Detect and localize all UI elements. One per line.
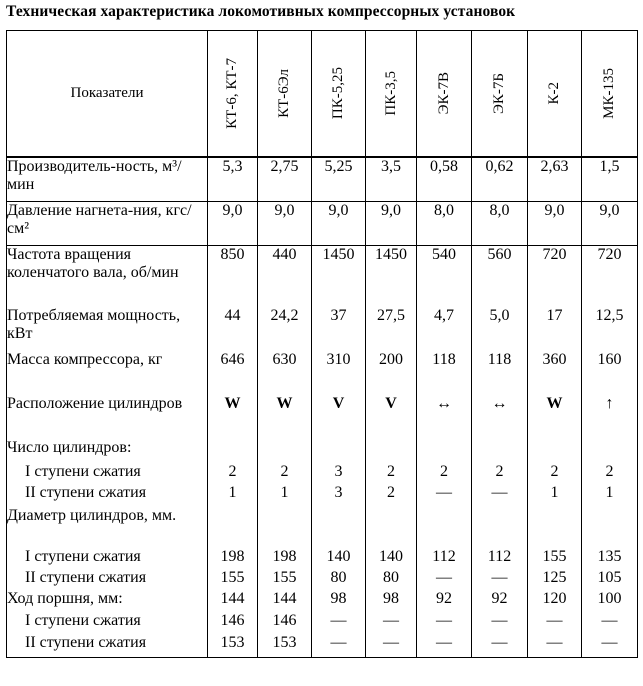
cell-value (312, 439, 366, 463)
cell-value: 850 (208, 245, 258, 307)
cell-value: — (582, 612, 638, 634)
model-name: КТ-6, КТ-7 (224, 58, 240, 129)
cell-value (472, 507, 528, 548)
model-name: КТ-6Эл (276, 69, 292, 118)
row-label: Диаметр цилиндров, мм. (7, 507, 208, 548)
cell-value: 9,0 (582, 201, 638, 245)
header-model-3 (312, 31, 366, 158)
cell-value: — (417, 569, 472, 590)
cell-value: 440 (258, 245, 312, 307)
row-label: II ступени сжатия (7, 634, 208, 657)
cell-value: 2,75 (258, 157, 312, 201)
cell-value: 120 (528, 590, 582, 612)
cell-value: — (472, 634, 528, 657)
model-name: ЭК-7В (435, 72, 452, 115)
cell-value: 160 (582, 351, 638, 395)
cell-value (528, 439, 582, 463)
cell-value: 27,5 (366, 307, 417, 351)
table-row (7, 612, 638, 634)
cell-value: 198 (208, 548, 258, 569)
cell-value: — (366, 634, 417, 657)
cell-value: 3 (312, 463, 366, 484)
cell-value: 153 (208, 634, 258, 657)
cell-value (366, 439, 417, 463)
cell-value: 1 (582, 484, 638, 507)
cell-value: 12,5 (582, 307, 638, 351)
cell-value: 5,0 (472, 307, 528, 351)
cell-value (258, 439, 312, 463)
cell-value: 2,63 (528, 157, 582, 201)
cell-value: 2 (208, 463, 258, 484)
header-model-4 (366, 31, 417, 158)
row-label: Частота вращения коленчатого вала, об/мин (7, 245, 208, 307)
cell-value: ↑ (582, 395, 638, 439)
cell-value: ↔ (472, 395, 528, 439)
cell-value (208, 439, 258, 463)
cell-value: 9,0 (258, 201, 312, 245)
cell-value: 0,62 (472, 157, 528, 201)
cell-value: — (472, 569, 528, 590)
cell-value: 310 (312, 351, 366, 395)
table-row (7, 395, 638, 439)
table-row (7, 439, 638, 463)
table-row (7, 351, 638, 395)
header-row (7, 31, 638, 158)
table-row (7, 548, 638, 569)
cell-value: 720 (582, 245, 638, 307)
cell-value: 144 (258, 590, 312, 612)
model-name: ПК-3,5 (382, 71, 399, 116)
cell-value: 80 (312, 569, 366, 590)
cell-value: 2 (366, 484, 417, 507)
header-model-2 (258, 31, 312, 158)
cell-value: 720 (528, 245, 582, 307)
header-model-1 (208, 31, 258, 158)
table-row (7, 569, 638, 590)
cell-value: 1450 (312, 245, 366, 307)
cell-value: 98 (366, 590, 417, 612)
cell-value (582, 507, 638, 548)
row-label: I ступени сжатия (7, 463, 208, 484)
row-label: Давление нагнета-ния, кгс/см² (7, 201, 208, 245)
cell-value: 155 (258, 569, 312, 590)
header-model-7 (528, 31, 582, 158)
row-label: II ступени сжатия (7, 484, 208, 507)
header-model-8 (582, 31, 638, 158)
cell-value: 8,0 (472, 201, 528, 245)
table-row (7, 245, 638, 307)
model-name: ЭК-7Б (491, 72, 507, 114)
cell-value: 135 (582, 548, 638, 569)
cell-value: 1450 (366, 245, 417, 307)
cell-value: 0,58 (417, 157, 472, 201)
cell-value (528, 507, 582, 548)
cell-value: — (472, 612, 528, 634)
cell-value: — (312, 612, 366, 634)
table-row (7, 307, 638, 351)
model-name: К-2 (546, 82, 562, 105)
cell-value: 560 (472, 245, 528, 307)
cell-value (366, 507, 417, 548)
cell-value: 9,0 (528, 201, 582, 245)
cell-value: 1 (258, 484, 312, 507)
table-row (7, 507, 638, 548)
cell-value: 98 (312, 590, 366, 612)
cell-value: — (417, 484, 472, 507)
cell-value: — (417, 634, 472, 657)
cell-value: W (208, 395, 258, 439)
cell-value: — (472, 484, 528, 507)
cell-value: ↔ (417, 395, 472, 439)
cell-value: 100 (582, 590, 638, 612)
cell-value: 146 (208, 612, 258, 634)
spec-table (6, 30, 638, 658)
cell-value: 2 (582, 463, 638, 484)
cell-value: — (312, 634, 366, 657)
cell-value: 140 (312, 548, 366, 569)
cell-value: W (258, 395, 312, 439)
table-row (7, 634, 638, 657)
cell-value: 5,25 (312, 157, 366, 201)
cell-value: 2 (366, 463, 417, 484)
cell-value: 200 (366, 351, 417, 395)
row-label: Расположение цилиндров (7, 395, 208, 439)
cell-value: 630 (258, 351, 312, 395)
cell-value: 5,3 (208, 157, 258, 201)
cell-value (258, 507, 312, 548)
cell-value: — (528, 634, 582, 657)
cell-value: 646 (208, 351, 258, 395)
table-row (7, 463, 638, 484)
cell-value: 118 (417, 351, 472, 395)
row-label: Потребляемая мощность, кВт (7, 307, 208, 351)
cell-value: V (366, 395, 417, 439)
table-row (7, 590, 638, 612)
cell-value: 140 (366, 548, 417, 569)
cell-value: 112 (417, 548, 472, 569)
cell-value: 153 (258, 634, 312, 657)
model-name: ПК-5,25 (330, 67, 346, 120)
cell-value: 155 (528, 548, 582, 569)
table-row (7, 157, 638, 201)
cell-value (208, 507, 258, 548)
cell-value: 1 (528, 484, 582, 507)
cell-value: 144 (208, 590, 258, 612)
cell-value: 1,5 (582, 157, 638, 201)
cell-value: 112 (472, 548, 528, 569)
cell-value: — (366, 612, 417, 634)
cell-value: 1 (208, 484, 258, 507)
cell-value: 105 (582, 569, 638, 590)
cell-value: 118 (472, 351, 528, 395)
cell-value: W (528, 395, 582, 439)
row-label: I ступени сжатия (7, 548, 208, 569)
cell-value: 3 (312, 484, 366, 507)
cell-value (312, 507, 366, 548)
cell-value: 198 (258, 548, 312, 569)
row-label: Ход поршня, мм: (7, 590, 208, 612)
cell-value (472, 439, 528, 463)
row-label: I ступени сжатия (7, 612, 208, 634)
cell-value: 8,0 (417, 201, 472, 245)
header-model-5 (417, 31, 472, 158)
cell-value: 146 (258, 612, 312, 634)
cell-value (417, 507, 472, 548)
cell-value: — (417, 612, 472, 634)
cell-value: 155 (208, 569, 258, 590)
model-name: МК-135 (601, 68, 617, 119)
cell-value (582, 439, 638, 463)
cell-value: V (312, 395, 366, 439)
cell-value: — (528, 612, 582, 634)
table-title: Техническая характеристика локомотивных компрессорных установок (6, 3, 516, 20)
header-label: Показатели (7, 31, 208, 158)
cell-value: 2 (417, 463, 472, 484)
cell-value: 92 (472, 590, 528, 612)
cell-value: 92 (417, 590, 472, 612)
cell-value: 9,0 (208, 201, 258, 245)
row-label: Производитель-ность, м³/мин (7, 157, 208, 201)
header-model-6 (472, 31, 528, 158)
cell-value: 2 (258, 463, 312, 484)
cell-value: 540 (417, 245, 472, 307)
cell-value: 360 (528, 351, 582, 395)
cell-value: 9,0 (312, 201, 366, 245)
row-label: Число цилиндров: (7, 439, 208, 463)
cell-value: 37 (312, 307, 366, 351)
cell-value: 2 (528, 463, 582, 484)
cell-value: — (582, 634, 638, 657)
row-label: II ступени сжатия (7, 569, 208, 590)
cell-value: 4,7 (417, 307, 472, 351)
cell-value: 44 (208, 307, 258, 351)
cell-value: 17 (528, 307, 582, 351)
table-row (7, 484, 638, 507)
cell-value (417, 439, 472, 463)
cell-value: 80 (366, 569, 417, 590)
table-row (7, 201, 638, 245)
row-label: Масса компрессора, кг (7, 351, 208, 395)
cell-value: 9,0 (366, 201, 417, 245)
cell-value: 2 (472, 463, 528, 484)
cell-value: 125 (528, 569, 582, 590)
cell-value: 3,5 (366, 157, 417, 201)
cell-value: 24,2 (258, 307, 312, 351)
